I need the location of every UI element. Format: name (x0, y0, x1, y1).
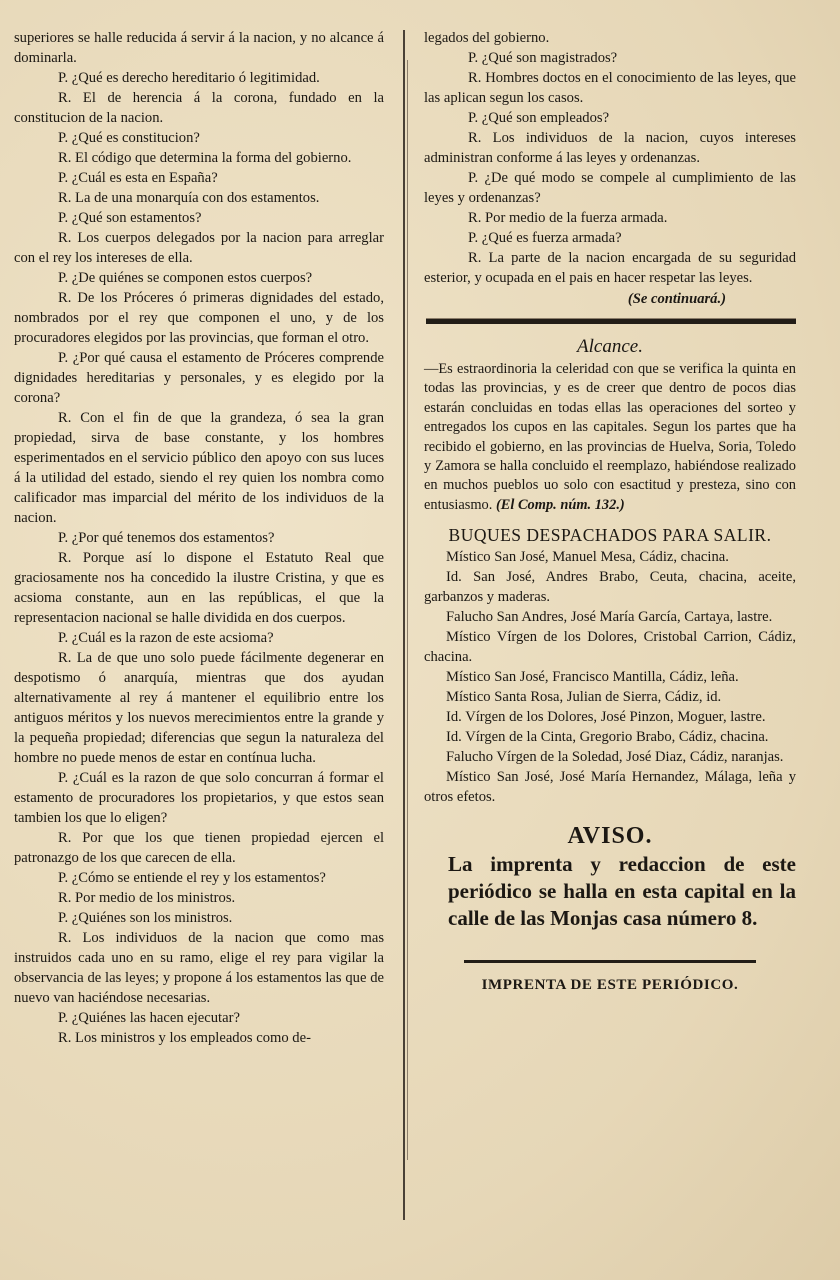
qa-paragraph: R. La parte de la nacion encargada de su seguridad esterior, y ocupada en el pais en hacer respetar las leyes. (424, 250, 796, 286)
qa-paragraph: P. ¿Quiénes son los ministros. (58, 910, 233, 926)
alcance-title: Alcance. (577, 336, 643, 357)
qa-paragraph: R. La de una monarquía con dos estamentos. (58, 190, 320, 206)
right-column (424, 28, 796, 994)
footer-rule (464, 960, 756, 963)
aviso-body: La imprenta y redaccion de este periódico se halla en esta capital en la calle de las Monjas casa número 8. (448, 852, 796, 931)
qa-paragraph: P. ¿Cuál es la razon de este acsioma? (58, 630, 274, 646)
alcance-body (424, 360, 796, 515)
ship-entry: Místico Santa Rosa, Julian de Sierra, Cádiz, id. (446, 689, 722, 706)
ship-entry: Místico San José, José María Hernandez, Málaga, leña y otros efetos. (424, 769, 796, 806)
qa-paragraph: P. ¿Quiénes las hacen ejecutar? (58, 1010, 240, 1026)
column-divider-thin (407, 60, 408, 1160)
qa-paragraph: P. ¿Cuál es la razon de que solo concurran á formar el estamento de procuradores los propietarios, y que estos sean tambien los que lo eligen? (14, 770, 384, 826)
column-divider (403, 30, 405, 1220)
ship-entry: Místico San José, Francisco Mantilla, Cádiz, leña. (446, 669, 739, 686)
qa-paragraph: P. ¿Qué son estamentos? (58, 210, 202, 226)
qa-paragraph: R. El código que determina la forma del gobierno. (58, 150, 352, 166)
ship-entry: Místico San José, Manuel Mesa, Cádiz, chacina. (446, 549, 729, 566)
qa-paragraph: R. La de que uno solo puede fácilmente degenerar en despotismo ó anarquía, mientras que dos ayudan alternativamente al rey á mantener el equilibrio entre los antiguos méritos y los nuevos merecimientos entre la grande y la pequeña propiedad; diferencias que segun la naturaleza del hombre no puede menos de estar en contínua lucha. (14, 650, 384, 766)
qa-paragraph: R. Los cuerpos delegados por la nacion para arreglar con el rey los intereses de ella. (14, 230, 384, 266)
qa-paragraph: R. Porque así lo dispone el Estatuto Real que graciosamente nos ha concedido la ilustre Cristina, y que es acsioma constante, aun en las repúblicas, el que la representacion nacional se halle dividida en dos cuerpos. (14, 550, 384, 626)
qa-paragraph: R. Los ministros y los empleados como de- (58, 1030, 311, 1046)
qa-paragraph: superiores se halle reducida á servir á la nacion, y no alcance á dominarla. (14, 30, 384, 66)
qa-paragraph: P. ¿Cuál es esta en España? (58, 170, 218, 186)
qa-paragraph: P. ¿De qué modo se compele al cumplimiento de las leyes y ordenanzas? (424, 170, 796, 206)
continuara-note: (Se continuará.) (627, 291, 726, 307)
alcance-section (424, 334, 796, 515)
qa-paragraph: R. Por que los que tienen propiedad ejercen el patronazgo de los que carecen de ella. (14, 830, 384, 866)
ship-entry: Id. San José, Andres Brabo, Ceuta, chacina, aceite, garbanzos y maderas. (424, 569, 796, 606)
qa-paragraph: P. ¿Qué son magistrados? (468, 50, 618, 66)
qa-paragraph: R. Con el fin de que la grandeza, ó sea la gran propiedad, sirva de base constante, y los hombres esperimentados en el servicio público den apoyo con sus luces á la utilidad del estado, siendo el rey quien los nombra como calificador mas imparcial del mérito de los individuos de la nacion. (14, 410, 384, 526)
qa-paragraph: legados del gobierno. (424, 30, 550, 46)
qa-paragraph: R. Hombres doctos en el conocimiento de las leyes, que las aplican segun los casos. (424, 70, 796, 106)
catechism-continuation (424, 28, 796, 288)
qa-paragraph: P. ¿Qué es derecho hereditario ó legitimidad. (58, 70, 320, 86)
qa-paragraph: P. ¿Qué es fuerza armada? (468, 230, 622, 246)
ship-entry: Id. Vírgen de los Dolores, José Pinzon, Moguer, lastre. (446, 709, 766, 726)
qa-paragraph: R. Los individuos de la nacion que como mas instruidos cada uno en su ramo, elige el rey para vigilar la observancia de las leyes; y propone á los estamentos las que de nuevo van haciéndose necesarias. (14, 930, 384, 1006)
qa-paragraph: R. El de herencia á la corona, fundado en la constitucion de la nacion. (14, 90, 384, 126)
qa-paragraph: P. ¿Por qué tenemos dos estamentos? (58, 530, 275, 546)
aviso-title: AVISO. (567, 823, 653, 850)
ship-entry: Falucho San Andres, José María García, Cartaya, lastre. (446, 609, 773, 626)
qa-paragraph: P. ¿Por qué causa el estamento de Próceres comprende dignidades hereditarias y personales, y es elegido por la corona? (14, 350, 384, 406)
qa-paragraph: R. Por medio de los ministros. (58, 890, 236, 906)
qa-paragraph: P. ¿Cómo se entiende el rey y los estamentos? (58, 870, 326, 886)
alcance-text: —Es estraordinoria la celeridad con que se verifica la quinta en todas las provincias, y es de creer que dentro de pocos dias estarán concluidas en todas ellas las operaciones del sorteo y entregados los cupos en las capitales. Segun los partes que ha recibido el gobierno, en las provincias de Huelva, Soria, Toledo y Zamora se halla concluido el reemplazo, habiéndose realizado en muchos pueblos uo solo con esactitud y presteza, sino con entusiasmo. (424, 361, 796, 513)
ship-list (424, 547, 796, 807)
buques-title: BUQUES DESPACHADOS PARA SALIR. (448, 525, 772, 546)
section-rule (426, 318, 796, 324)
left-column (14, 28, 384, 1048)
ship-entry: Id. Vírgen de la Cinta, Gregorio Brabo, Cádiz, chacina. (446, 729, 769, 746)
qa-paragraph: R. Los individuos de la nacion, cuyos intereses administran conforme á las leyes y ordenanzas. (424, 130, 796, 166)
qa-paragraph: R. De los Próceres ó primeras dignidades del estado, nombrados por el rey que componen el uno, y de los procuradores elegidos por las provincias, que forman el otro. (14, 290, 384, 346)
ship-entry: Falucho Vírgen de la Soledad, José Diaz, Cádiz, naranjas. (446, 749, 784, 766)
qa-paragraph: P. ¿Qué son empleados? (468, 110, 610, 126)
qa-paragraph: R. Por medio de la fuerza armada. (468, 210, 668, 226)
qa-paragraph: P. ¿De quiénes se componen estos cuerpos? (58, 270, 313, 286)
qa-paragraph: P. ¿Qué es constitucion? (58, 130, 200, 146)
printer-footer: IMPRENTA DE ESTE PERIÓDICO. (481, 977, 739, 994)
alcance-reference: (El Comp. núm. 132.) (495, 496, 625, 513)
ship-entry: Místico Vírgen de los Dolores, Cristobal Carrion, Cádiz, chacina. (424, 629, 796, 666)
